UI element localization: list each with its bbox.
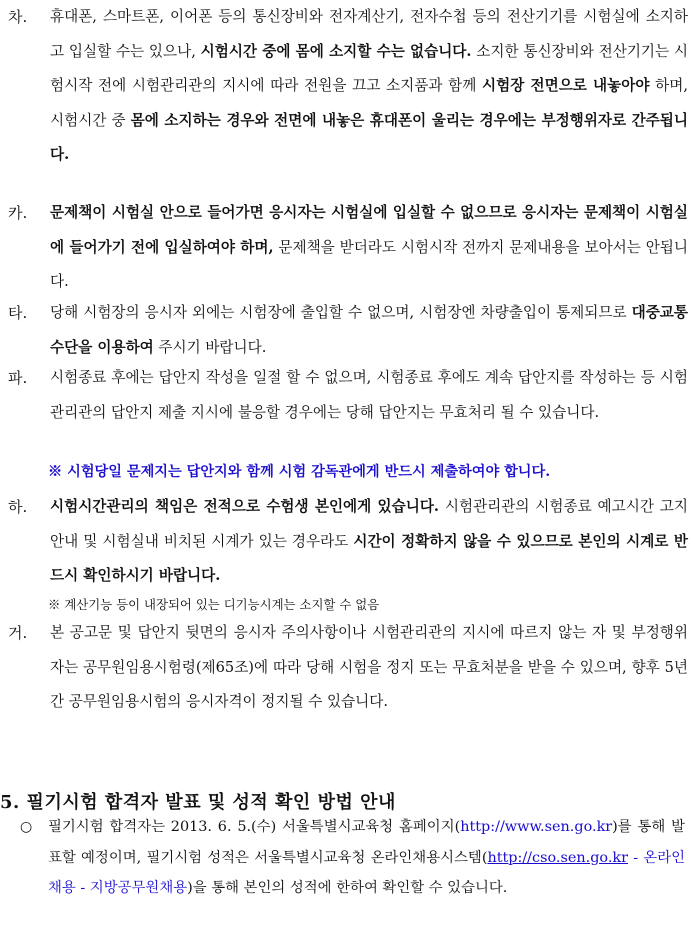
sen-homepage-link[interactable]: http://www.sen.go.kr [460,819,613,835]
bullet-text: 필기시험 합격자는 2013. 6. 5.(수) 서울특별시교육청 홈페이지(http://www.sen.go.kr)를 통해 발표할 예정이며, 필기시험 성적은 서울특별시교육청 온라인채용시스템(http://cso.sen.go.kr - 온라인채용 - 지방공무원채용)을 통해 본인의 성적에 한하여 확인할 수 있습니다. [48,819,686,896]
item-text: 본 공고문 및 답안지 뒷면의 응시자 주의사항이나 시험관리관의 지시에 따르지 않는 자 및 부정행위자는 공무원임용시험령(제65조)에 따라 당해 시험을 정지 또는 무효처분을 받을 수 있으며, 향후 5년간 공무원임용시험의 응시자격이 정지될 수 있습니다. [50,624,688,710]
item-text: 당해 시험장의 응시자 외에는 시험장에 출입할 수 없으며, 시험장엔 차량출입이 통제되므로 대중교통수단을 이용하여 주시기 바랍니다. [50,304,688,356]
section-heading: 5. 필기시험 합격자 발표 및 성적 확인 방법 안내 [0,792,396,813]
item-text: 문제책이 시험실 안으로 들어가면 응시자는 시험실에 입실할 수 없으므로 응시자는 문제책이 시험실에 들어가기 전에 입실하여야 하며, 문제책을 받더라도 시험시작 전까지 문제내용을 보아서는 안됩니다. [50,204,688,290]
announcement-bullet [20,812,685,904]
submission-notice: ※ 시험당일 문제지는 답안지와 함께 시험 감독관에게 반드시 제출하여야 합니다. [48,464,551,480]
item-marker: 하. [8,498,28,516]
item-marker: 타. [8,304,28,322]
item-text: 휴대폰, 스마트폰, 이어폰 등의 통신장비와 전자계산기, 전자수첩 등의 전산기기를 시험실에 소지하고 입실할 수는 있으나, 시험시간 중에 몸에 소지할 수는 없습니다. 소지한 통신장비와 전산기기는 시험시작 전에 시험관리관의 지시에 따라 전원을 끄고 소지품과 함께 시험장 전면으로 내놓아야 하며, 시험시간 중 몸에 소지하는 경우와 전면에 내놓은 휴대폰이 울리는 경우에는 부정행위자로 간주됩니다. [50,8,688,163]
list-item-ka [8,196,688,300]
bullet-marker: ○ [20,819,33,835]
item-marker: 차. [8,8,28,26]
item-text: 시험종료 후에는 답안지 작성을 일절 할 수 없으며, 시험종료 후에도 계속 답안지를 작성하는 등 시험관리관의 답안지 제출 지시에 불응할 경우에는 당해 답안지는 무효처리 될 수 있습니다. [50,369,688,421]
list-item-ta [8,296,688,365]
list-item-geo [8,616,688,720]
item-marker: 거. [8,624,28,642]
list-item-pa [8,361,688,430]
list-item-cha [8,0,688,173]
cso-menu-path: - 온라인채용 - 지방공무원채용 [48,849,686,896]
list-item-ha [8,490,688,594]
item-marker: 카. [8,204,28,222]
item-marker: 파. [8,369,28,387]
cso-system-link[interactable]: http://cso.sen.go.kr [487,849,628,866]
calculator-watch-notice: ※ 계산기능 등이 내장되어 있는 디기능시계는 소지할 수 없음 [48,597,380,612]
item-text: 시험시간관리의 책임은 전적으로 수험생 본인에게 있습니다. 시험관리관의 시험종료 예고시간 고지 안내 및 시험실내 비치된 시계가 있는 경우라도 시간이 정확하지 않을 수 있으므로 본인의 시계로 반드시 확인하시기 바랍니다. [50,498,688,584]
